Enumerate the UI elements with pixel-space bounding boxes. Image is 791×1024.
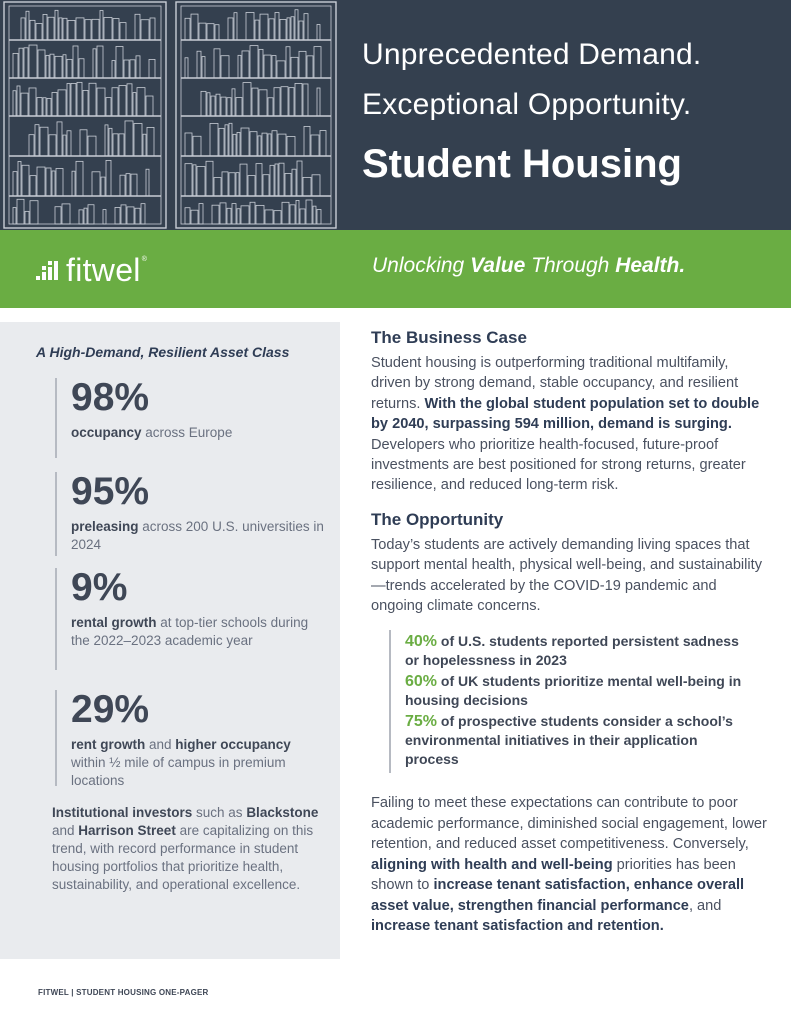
business-case-paragraph <box>371 353 771 496</box>
tagline-bold-1: Value <box>470 254 526 277</box>
shelf-line-art <box>269 19 274 40</box>
shelf-line-art <box>37 98 42 116</box>
shelf-line-art <box>76 161 83 196</box>
shelf-line-art <box>233 134 236 156</box>
shelf-line-art <box>30 201 38 224</box>
shelf-line-art <box>36 24 42 40</box>
shelf-line-art <box>126 174 130 196</box>
shelf-line-art <box>17 199 24 224</box>
shelf-line-art <box>22 165 29 196</box>
shelf-line-art <box>270 165 274 196</box>
shelf-line-art <box>314 47 321 78</box>
shelf-line-art <box>21 93 28 116</box>
shelf-line-art <box>259 90 267 116</box>
shelf-line-art <box>29 88 36 116</box>
stat-bold: preleasing <box>71 519 139 534</box>
shelf-line-art <box>100 11 103 40</box>
shelf-line-art <box>141 20 149 40</box>
tagline-band <box>0 230 791 308</box>
shelf-line-art <box>246 12 254 40</box>
shelf-line-art <box>222 172 228 196</box>
shelf-line-art <box>13 172 17 196</box>
shelf-line-art <box>40 127 48 156</box>
shelf-line-art <box>57 122 62 156</box>
shelf-line-art <box>85 20 91 40</box>
shelf-line-art <box>67 131 71 156</box>
shelf-line-art <box>207 93 210 116</box>
para-text: Failing to meet these expectations can contribute to poor academic performance, diminished social engagement, lower retention, and reduced asset competitiveness. Conversely, <box>371 795 767 853</box>
shelf-line-art <box>101 177 105 196</box>
shelf-line-art <box>234 13 237 40</box>
shelf-line-art <box>105 125 108 156</box>
shelf-line-art <box>185 133 192 156</box>
shelf-line-art <box>46 168 51 196</box>
shelf-line-art <box>297 161 302 196</box>
tagline <box>372 254 685 278</box>
shelf-line-art <box>97 88 105 116</box>
shelf-line-art <box>143 134 146 156</box>
shelf-line-art <box>106 98 111 116</box>
shelf-line-art <box>211 96 215 116</box>
shelf-line-art <box>193 165 196 196</box>
shelf-line-art <box>199 204 203 224</box>
stat-bold: rent growth <box>71 737 146 752</box>
shelf-line-art <box>127 207 134 224</box>
shelf-line-art <box>312 175 320 196</box>
opportunity-heading: The Opportunity <box>371 509 504 529</box>
stat-text: at top-tier schools during the 2022–2023 academic year <box>71 615 309 648</box>
para-bold: increase tenant satisfaction and retention. <box>371 917 664 934</box>
shelf-line-art <box>202 57 205 78</box>
shelf-line-art <box>62 204 70 224</box>
shelf-line-art <box>210 123 218 156</box>
para-bold: increase tenant satisfaction, enhance overall asset value, strengthen financial performance <box>371 877 745 914</box>
shelf-line-art <box>256 205 264 224</box>
shelf-line-art <box>259 49 263 78</box>
tagline-bold-2: Health. <box>615 254 686 277</box>
stat-number: 98% <box>71 376 150 419</box>
shelf-line-art <box>116 46 123 78</box>
shelf-line-art <box>121 205 126 224</box>
shelf-line-art <box>219 128 224 156</box>
stat-text: within ½ mile of campus in premium locations <box>71 755 286 788</box>
shelf-line-art <box>147 127 154 156</box>
shelf-line-art <box>306 200 312 224</box>
shelf-line-art <box>135 14 140 40</box>
shelf-line-art <box>112 61 115 78</box>
shelf-line-art <box>58 90 66 116</box>
shelf-line-art <box>47 98 51 116</box>
shelf-line-art <box>241 206 249 224</box>
shelf-line-art <box>320 131 326 156</box>
shelf-line-art <box>232 89 235 116</box>
registered-mark: ® <box>141 256 147 263</box>
shelf-line-art <box>285 173 291 196</box>
stat-description <box>71 736 325 790</box>
shelf-line-art <box>43 98 46 116</box>
shelf-line-art <box>71 83 76 116</box>
stat-description <box>71 424 325 442</box>
shelf-line-art <box>46 55 49 78</box>
tagline-part-2: Through <box>525 254 616 277</box>
shelf-line-art <box>21 18 25 40</box>
shelf-line-art <box>299 21 303 40</box>
hero-line-2: Exceptional Opportunity. <box>362 88 692 121</box>
shelf-line-art <box>150 18 155 40</box>
shelf-line-art <box>304 126 310 156</box>
shelf-line-art <box>197 51 201 78</box>
shelf-line-art <box>38 50 45 78</box>
shelf-line-art <box>291 57 298 78</box>
stat-rent-growth <box>55 690 325 786</box>
shelf-line-art <box>146 96 153 116</box>
list-item <box>405 672 749 710</box>
shelf-line-art <box>55 207 61 224</box>
shelf-line-art <box>59 18 62 40</box>
stat-description <box>71 518 325 554</box>
shelf-line-art <box>250 202 255 224</box>
shelf-line-art <box>106 160 111 196</box>
shelf-line-art <box>216 94 220 116</box>
shelf-line-art <box>275 164 278 196</box>
shelf-line-art <box>304 14 308 40</box>
shelf-line-art <box>30 176 36 196</box>
shelf-line-art <box>13 53 18 78</box>
shelf-line-art <box>303 177 311 196</box>
shelf-line-art <box>199 23 206 40</box>
shelf-line-art <box>141 204 145 224</box>
shelf-line-art <box>185 58 188 78</box>
shelf-line-art <box>80 130 87 156</box>
shelf-line-art <box>274 88 280 116</box>
shelf-line-art <box>279 163 284 196</box>
shelf-line-art <box>248 176 255 196</box>
shelf-line-art <box>229 173 235 196</box>
shelf-line-art <box>296 200 299 224</box>
shelf-line-art <box>52 92 57 116</box>
hero-banner <box>0 0 791 230</box>
shelf-line-art <box>133 93 136 116</box>
stat-occupancy <box>55 378 325 458</box>
shelf-line-art <box>191 14 198 40</box>
shelf-line-art <box>35 125 39 156</box>
shelf-line-art <box>104 17 112 40</box>
shelf-line-art <box>130 60 135 78</box>
shelf-line-art <box>193 136 201 156</box>
shelf-line-art <box>265 210 273 224</box>
shelf-line-art <box>137 88 145 116</box>
shelf-line-art <box>89 83 96 116</box>
shelf-line-art <box>272 56 276 78</box>
shelf-line-art <box>237 209 240 224</box>
logo-bars-icon <box>36 258 60 282</box>
shelf-line-art <box>67 84 70 116</box>
stat-number: 29% <box>71 688 150 731</box>
shelf-line-art <box>92 19 99 40</box>
investors-text: such as <box>192 805 247 820</box>
investors-bold: Blackstone <box>246 805 319 820</box>
stats-heading: A High-Demand, Resilient Asset Class <box>36 344 290 360</box>
shelf-line-art <box>236 98 242 116</box>
shelf-line-art <box>191 210 198 224</box>
shelf-line-art <box>134 124 142 156</box>
shelf-line-art <box>146 169 149 196</box>
closing-paragraph <box>371 793 771 936</box>
shelf-line-art <box>93 49 96 78</box>
shelf-line-art <box>76 18 84 40</box>
para-text: priorities has been shown to <box>371 856 736 894</box>
shelf-line-art <box>13 208 16 224</box>
shelf-line-art <box>37 167 45 196</box>
tagline-part-1: Unlocking <box>372 254 471 277</box>
shelf-line-art <box>67 59 72 78</box>
shelf-line-art <box>227 208 231 224</box>
stat-text: across Europe <box>141 425 233 440</box>
shelf-line-art <box>52 171 55 196</box>
shelf-line-art <box>103 210 106 224</box>
student-stats-list <box>389 630 749 773</box>
shelf-line-art <box>109 128 112 156</box>
shelf-line-art <box>317 88 320 116</box>
shelf-line-art <box>275 13 279 40</box>
shelf-line-art <box>55 10 58 40</box>
shelf-line-art <box>79 210 83 224</box>
stats-panel <box>0 322 340 959</box>
shelf-line-art <box>29 45 37 78</box>
stat-preleasing <box>55 472 325 556</box>
shelf-line-art <box>250 46 258 78</box>
shelf-line-art <box>289 88 294 116</box>
bookshelf-illustration-icon <box>0 0 340 230</box>
shelf-line-art <box>119 134 124 156</box>
shelf-line-art <box>241 128 249 156</box>
shelf-line-art <box>264 55 271 78</box>
shelf-line-art <box>25 211 29 224</box>
shelf-line-art <box>262 133 267 156</box>
list-item <box>405 632 749 670</box>
logo-wordmark: fitwel <box>66 252 141 288</box>
shelf-line-art <box>63 55 66 78</box>
shelf-line-art <box>300 209 305 224</box>
shelf-line-art <box>115 207 120 224</box>
shelf-line-art <box>291 17 294 40</box>
page-title: Student Housing <box>362 142 682 186</box>
shelf-line-art <box>268 134 271 156</box>
shelf-line-art <box>220 203 226 224</box>
shelf-line-art <box>97 46 103 78</box>
shelf-line-art <box>48 17 54 40</box>
shelf-line-art <box>120 23 126 40</box>
shelf-line-art <box>43 14 47 40</box>
shelf-line-art <box>287 137 295 156</box>
para-bold: aligning with health and well-being <box>371 856 613 873</box>
shelf-line-art <box>84 208 87 224</box>
shelf-line-art <box>281 87 288 116</box>
shelf-line-art <box>227 98 231 116</box>
shelf-line-art <box>282 202 289 224</box>
shelf-line-art <box>185 208 190 224</box>
shelf-line-art <box>55 56 62 78</box>
shelf-line-art <box>238 55 241 78</box>
shelf-line-art <box>19 48 23 78</box>
shelf-line-art <box>63 135 66 156</box>
shelf-line-art <box>272 131 277 156</box>
stat-bold: higher occupancy <box>175 737 291 752</box>
investors-bold: Harrison Street <box>78 823 176 838</box>
list-item-percent: 40% <box>405 633 438 651</box>
shelf-line-art <box>278 134 286 156</box>
stat-text: and <box>145 737 176 752</box>
stat-number: 95% <box>71 470 150 513</box>
shelf-line-art <box>72 171 75 196</box>
shelf-line-art <box>88 205 94 224</box>
shelf-line-art <box>124 60 129 78</box>
shelf-line-art <box>119 86 126 116</box>
shelf-line-art <box>280 19 286 40</box>
shelf-line-art <box>292 169 296 196</box>
shelf-line-art <box>30 20 35 40</box>
shelf-line-art <box>201 91 206 116</box>
stat-bold: rental growth <box>71 615 157 630</box>
shelf-line-art <box>277 61 285 78</box>
shelf-line-art <box>131 174 137 196</box>
shelf-line-art <box>229 123 232 156</box>
shelf-line-art <box>214 49 220 78</box>
shelf-line-art <box>317 210 321 224</box>
shelf-line-art <box>26 11 29 40</box>
shelf-line-art <box>125 121 133 156</box>
list-item-percent: 75% <box>405 713 438 731</box>
shelf-line-art <box>250 132 257 156</box>
investors-text: and <box>52 823 79 838</box>
hero-headline <box>362 30 782 196</box>
shelf-line-art <box>295 10 298 40</box>
hero-line-1: Unprecedented Demand. <box>362 38 702 71</box>
opportunity-paragraph: Today’s students are actively demanding living spaces that support mental health, physical well-being, and sustainability—trends accelerated by the COVID-19 pandemic and ongoing climate concerns. <box>371 536 763 615</box>
shelf-line-art <box>136 56 140 78</box>
list-item-percent: 60% <box>405 673 438 691</box>
shelf-line-art <box>24 48 28 78</box>
investors-bold: Institutional investors <box>52 805 193 820</box>
shelf-line-art <box>232 204 236 224</box>
stat-text: across 200 U.S. universities in 2024 <box>71 519 324 552</box>
shelf-line-art <box>88 136 96 156</box>
page-footer: FITWEL | STUDENT HOUSING ONE-PAGER <box>38 988 209 997</box>
shelf-line-art <box>268 98 273 116</box>
shelf-line-art <box>295 83 302 116</box>
para-text: Student housing is outperforming traditional multifamily, driven by strong demand, stable occupancy, and resilient returns. <box>371 355 739 412</box>
shelf-line-art <box>135 208 140 224</box>
shelf-line-art <box>73 46 78 78</box>
shelf-line-art <box>197 167 205 196</box>
business-case-heading: The Business Case <box>371 328 527 347</box>
list-item-text: of U.S. students reported persistent sadness or hopelessness in 2023 <box>405 633 739 669</box>
shelf-line-art <box>256 164 262 196</box>
shelf-line-art <box>258 136 261 156</box>
shelf-line-art <box>311 135 319 156</box>
shelf-line-art <box>240 164 247 196</box>
shelf-line-art <box>207 24 214 40</box>
list-item-text: of prospective students consider a school’s environmental initiatives in their application process <box>405 713 733 768</box>
shelf-line-art <box>68 20 75 40</box>
shelf-line-art <box>18 161 21 196</box>
shelf-line-art <box>13 91 16 116</box>
shelf-line-art <box>83 90 88 116</box>
shelf-line-art <box>303 84 308 116</box>
content-column <box>371 326 771 936</box>
shelf-line-art <box>255 20 259 40</box>
shelf-line-art <box>287 18 290 40</box>
shelf-line-art <box>92 172 100 196</box>
shelf-line-art <box>212 205 219 224</box>
shelf-line-art <box>112 88 118 116</box>
shelf-line-art <box>56 169 63 196</box>
shelf-line-art <box>252 88 258 116</box>
shelf-line-art <box>185 18 190 40</box>
shelf-line-art <box>242 51 249 78</box>
shelf-line-art <box>149 59 155 78</box>
stat-rental-growth <box>55 568 325 670</box>
shelf-line-art <box>120 175 125 196</box>
stat-number: 9% <box>71 566 128 609</box>
shelf-line-art <box>215 25 219 40</box>
shelf-line-art <box>50 54 54 78</box>
shelf-line-art <box>299 51 306 78</box>
shelf-line-art <box>243 83 251 116</box>
shelf-line-art <box>237 132 240 156</box>
list-item <box>405 712 749 769</box>
shelf-line-art <box>228 18 233 40</box>
shelf-line-art <box>221 56 229 78</box>
shelf-line-art <box>263 175 269 196</box>
list-item-text: of UK students prioritize mental well-being in housing decisions <box>405 673 742 709</box>
shelf-line-art <box>63 18 67 40</box>
shelf-line-art <box>185 164 192 196</box>
shelf-line-art <box>307 56 313 78</box>
stat-description <box>71 614 325 650</box>
shelf-line-art <box>225 125 228 156</box>
shelf-line-art <box>313 206 316 224</box>
shelf-line-art <box>290 205 295 224</box>
shelf-line-art <box>113 19 119 40</box>
shelf-line-art <box>79 59 84 78</box>
para-text: Developers who prioritize health-focused, future-proof investments are best positioned for strong returns, greater resilience, and reduced long-term risk. <box>371 436 746 494</box>
shelf-line-art <box>17 86 20 116</box>
shelf-line-art <box>206 161 213 196</box>
shelf-line-art <box>29 135 34 156</box>
shelf-line-art <box>127 84 132 116</box>
investors-paragraph <box>52 804 322 894</box>
shelf-line-art <box>77 82 82 116</box>
shelf-line-art <box>49 135 56 156</box>
shelf-line-art <box>236 173 239 196</box>
para-text: , and <box>688 897 722 914</box>
shelf-line-art <box>286 47 290 78</box>
fitwel-logo <box>36 252 147 288</box>
para-bold: With the global student population set to double by 2040, surpassing 594 million, demand is surging. <box>371 395 760 433</box>
shelf-line-art <box>214 178 221 196</box>
shelf-line-art <box>317 25 320 40</box>
shelf-line-art <box>260 14 268 40</box>
investors-text: are capitalizing on this trend, with record performance in student housing portfolios that prioritize health, sustainability, and operational excellence. <box>52 823 314 892</box>
shelf-line-art <box>113 134 118 156</box>
shelf-line-art <box>274 211 281 224</box>
shelf-line-art <box>221 97 226 116</box>
stat-bold: occupancy <box>71 425 142 440</box>
